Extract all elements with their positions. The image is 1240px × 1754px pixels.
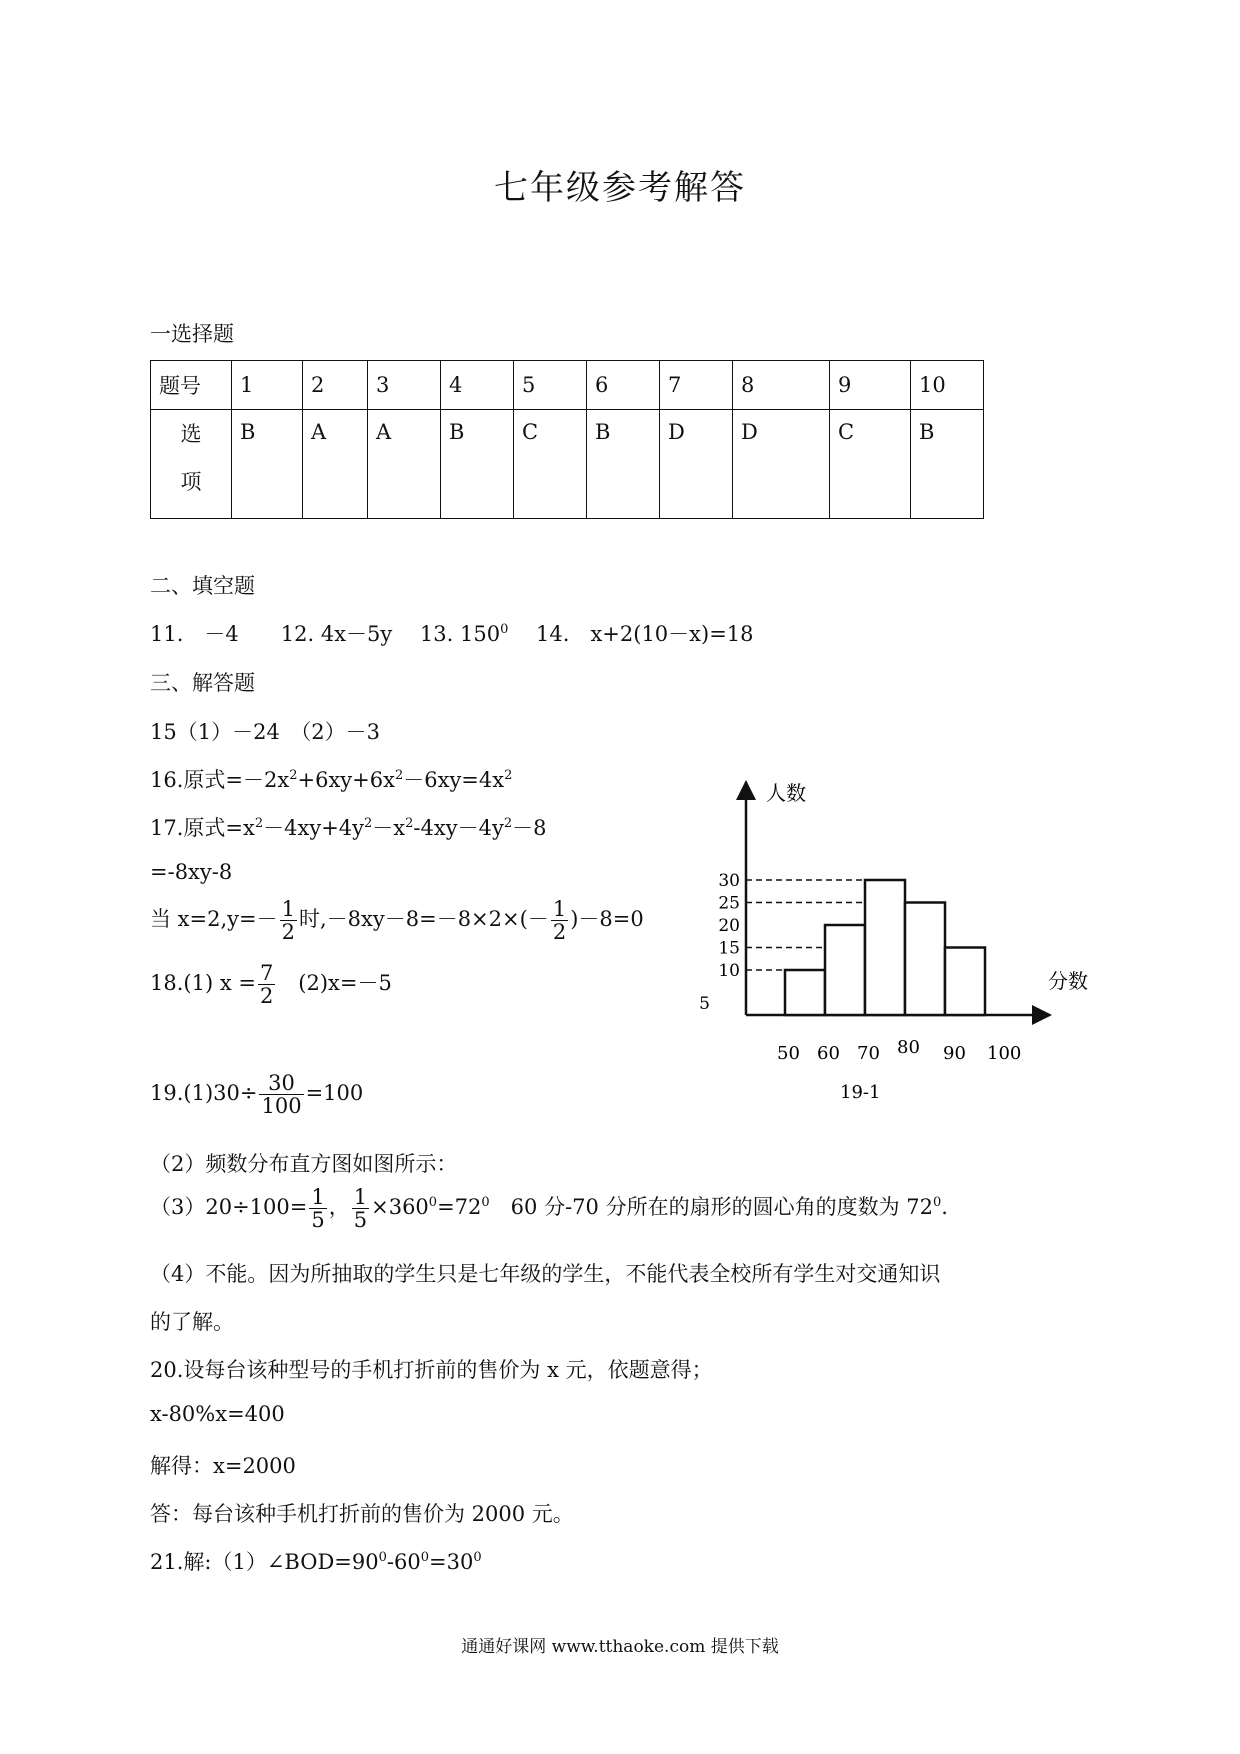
table-cell: B: [911, 410, 984, 519]
y-tick-label: 25: [718, 893, 740, 914]
answer-19-4-cont: 的了解。: [150, 1310, 234, 1334]
table-cell: A: [303, 410, 368, 519]
histogram-bar: [905, 903, 945, 1016]
y-tick-label: 20: [718, 916, 740, 936]
y-tick-label: 30: [718, 871, 740, 891]
table-cell: D: [660, 410, 733, 519]
chart-caption: 19-1: [840, 1082, 881, 1103]
table-cell: C: [514, 410, 587, 519]
fraction: $\frac{7}{2}$: [259, 961, 274, 1009]
table-cell: 3: [368, 361, 441, 410]
x-tick-label: 50: [777, 1043, 800, 1064]
fraction: $\frac{1}{2}$: [552, 897, 567, 945]
table-header-row: [151, 361, 984, 410]
table-cell: D: [733, 410, 830, 519]
section1-heading: 一选择题: [150, 322, 234, 346]
table-cell: 7: [660, 361, 733, 410]
table-cell: 题号: [151, 361, 232, 410]
section3-heading: 三、解答题: [150, 671, 255, 695]
histogram-bar: [945, 948, 985, 1016]
table-cell: 4: [441, 361, 514, 410]
section2-heading: 二、填空题: [150, 574, 255, 598]
table-cell: B: [587, 410, 660, 519]
answer-17-evaluate: 当 x=2,y=－ $\frac{1}{2}$ 时,－8xy－8=－8×2×(－ $\frac{1}{2}$ )－8=0: [150, 897, 644, 945]
table-cell: 6: [587, 361, 660, 410]
table-cell: B: [441, 410, 514, 519]
table-cell: C: [830, 410, 911, 519]
footer: 通通好课网 www.tthaoke.com 提供下载: [461, 1637, 779, 1657]
y-tick-label: 10: [718, 961, 740, 981]
y-tick-label: 15: [718, 938, 740, 959]
histogram-chart: [690, 770, 1110, 1110]
fraction: $\frac{1}{5}$: [353, 1185, 368, 1233]
answer-19-3: （3）20÷100= $\frac{1}{5}$ ， $\frac{1}{5}$ $\times 360^0=72^0$ 60 分-70 分所在的扇形的圆心角的度数为 $72^0$.: [150, 1185, 948, 1233]
x-tick-label: 70: [857, 1043, 880, 1064]
answer-20-solve: 解得：x=2000: [150, 1454, 296, 1478]
histogram-bar: [785, 970, 825, 1015]
answer-19-1: 19.(1)30÷ $\frac{30}{100}$ =100: [150, 1071, 364, 1119]
answer-19-4: （4）不能。因为所抽取的学生只是七年级的学生，不能代表全校所有学生对交通知识: [150, 1262, 941, 1286]
answer-18: 18.(1) x = $\frac{7}{2}$ (2)x=－5: [150, 961, 392, 1009]
answer-20: 20.设每台该种型号的手机打折前的售价为 x 元，依题意得；: [150, 1358, 713, 1382]
fill-answers: 11. －4 12. 4x－5y 13. $150^0$ 14. x+2(10－x)=18: [150, 622, 754, 646]
table-cell: 10: [911, 361, 984, 410]
table-cell: A: [368, 410, 441, 519]
table-cell: 8: [733, 361, 830, 410]
fraction: $\frac{1}{2}$: [281, 897, 295, 945]
table-answer-row: [151, 410, 984, 519]
answer-21: 21.解$:(1)\angle BOD=90^0-60^0=30^0$: [150, 1550, 482, 1574]
answer-20-equation: x-80%x=400: [150, 1402, 285, 1426]
table-cell: 5: [514, 361, 587, 410]
fraction: $\frac{30}{100}$: [261, 1071, 302, 1119]
y-tick-label: 5: [699, 994, 710, 1014]
answer-19-2: （2）频数分布直方图如图所示：: [150, 1152, 458, 1176]
histogram-bar: [825, 925, 865, 1015]
histogram-bar: [865, 880, 905, 1015]
x-tick-label: 60: [817, 1043, 840, 1064]
x-tick-label: 90: [943, 1043, 966, 1064]
table-cell: 选 项: [151, 410, 232, 519]
fraction: $\frac{1}{5}$: [311, 1185, 325, 1233]
answer-16: 16.原式$=-2x^2+6xy+6x^2-6xy=4x^2$: [150, 768, 513, 792]
x-axis-label: 分数: [1048, 969, 1088, 993]
table-cell: 1: [232, 361, 303, 410]
answer-table: [150, 360, 984, 519]
table-cell: 9: [830, 361, 911, 410]
answer-17-simplified: =-8xy-8: [150, 860, 233, 884]
y-axis-label: 人数: [766, 781, 806, 805]
table-cell: B: [232, 410, 303, 519]
page-title: 七年级参考解答: [494, 168, 746, 208]
answer-20-conclusion: 答：每台该种手机打折前的售价为 2000 元。: [150, 1502, 574, 1526]
table-cell: 2: [303, 361, 368, 410]
answer-17: 17.原式$=x^2-4xy+4y^2-x^2-4xy-4y^2-8$: [150, 816, 547, 840]
x-tick-label: 100: [987, 1043, 1022, 1064]
x-tick-label: 80: [897, 1037, 920, 1058]
answer-15: 15（1）－24 （2）－3: [150, 720, 381, 744]
